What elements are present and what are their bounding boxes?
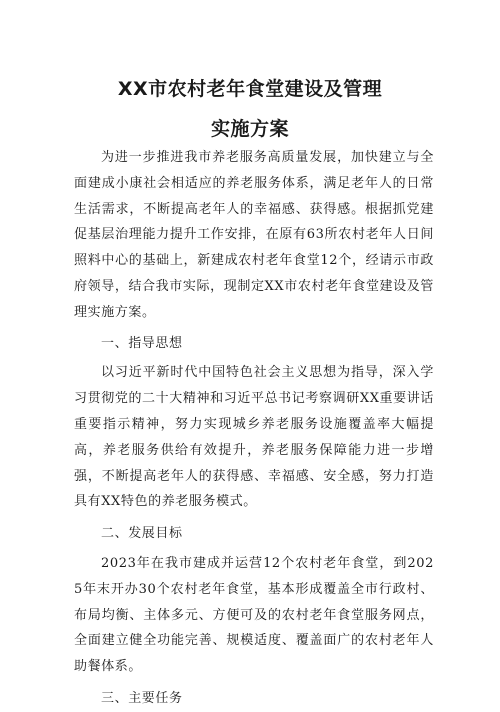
section-heading-development-goals: 二、发展目标: [101, 526, 183, 542]
section-text-guiding-thought: 以习近平新时代中国特色社会主义思想为指导，深入学习贯彻党的二十大精神和习近平总书记考察调研XX重要讲话重要指示精神，努力实现城乡养老服务设施覆盖率大幅提高，养老服务供给有效提升，养老服务保障能力进一步增强，不断提高老年人的获得感、幸福感、安全感，努力打造具有XX特色的养老服务模式。: [74, 365, 434, 510]
document-title-line1: XX市农村老年食堂建设及管理: [117, 78, 383, 100]
document-body: [74, 145, 434, 712]
section-text-development-goals: 2023年在我市建成并运营12个农村老年食堂，到2025年末开办30个农村老年食堂，基本形成覆盖全市行政村、布局均衡、主体多元、方便可及的农村老年食堂服务网点，全面建立健全功能完善、规模适度、覆盖面广的农村老年人助餐体系。: [74, 555, 434, 675]
section-heading-main-tasks: 三、主要任务: [101, 690, 183, 706]
intro-paragraph: 为进一步推进我市养老服务高质量发展，加快建立与全面建成小康社会相适应的养老服务体系，满足老年人的日常生活需求，不断提高老年人的幸福感、获得感。根据抓党建促基层治理能力提升工作安排，在原有63所农村老年人日间照料中心的基础上，新建成农村老年食堂12个，经请示市政府领导，结合我市实际，现制定XX市农村老年食堂建设及管理实施方案。: [74, 150, 434, 320]
section-heading-guiding-thought: 一、指导思想: [101, 335, 183, 351]
document-title-line2: 实施方案: [210, 118, 289, 140]
